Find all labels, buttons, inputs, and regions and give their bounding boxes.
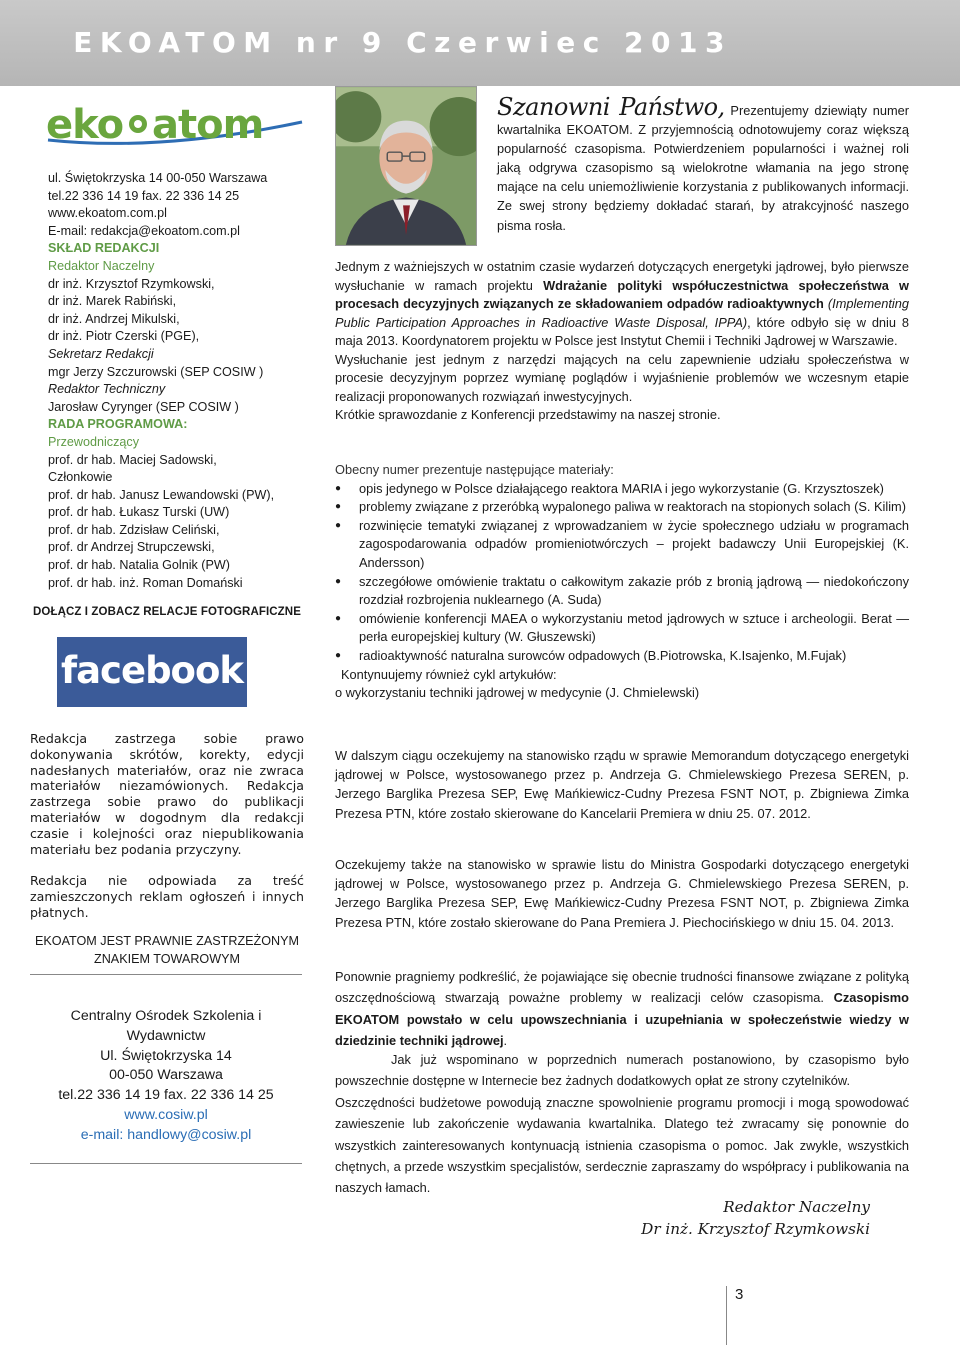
paragraph-savings: Oszczędności budżetowe powodują znaczne spowolnienie programu promocji i mogą spowodować zawieszenie lub zakończenie wydawania kwartalnika. Dlatego też zwracamy się ponownie do wszystkich zainteresowanych kontynuacją istnienia czasopisma o pomoc. Jak zwykle, wszystkich chętnych, a przede wszystkim specjalistów, serdecznie zapraszamy do współpracy i publikowania na naszych łamach.: [335, 1095, 909, 1196]
greeting-salutation: Szanowni Państwo,: [497, 93, 725, 121]
secretary-name: mgr Jerzy Szczurowski (SEP COSIW ): [48, 364, 264, 379]
p1-text-a: Jednym z ważniejszych w ostatnim czasie wydarzeń dotyczących energetyki jądrowej, było pierwsze wysłuchanie w ramach projektu: [335, 259, 909, 293]
publisher-box: [30, 974, 302, 1164]
editor-item: dr inż. Marek Rabiński,: [48, 294, 177, 309]
signature: [640, 1196, 870, 1240]
list-item: ● opis jedynego w Polsce działającego reaktora MARIA i jego wykorzystanie (G. Krzysztoszek): [335, 480, 909, 499]
member-item: prof. dr hab. Łukasz Turski (UW): [48, 505, 230, 520]
tech-editor-title: Redaktor Techniczny: [48, 382, 166, 397]
ekoatom-logo: [40, 100, 310, 152]
publisher-email-link[interactable]: e-mail: handlowy@cosiw.pl: [80, 1126, 252, 1143]
paragraph-memorandum: W dalszym ciągu oczekujemy na stanowisko rządu w sprawie Memorandum dotyczącego energetyki jądrowej w Polsce, wystosowanego przez p. Andrzeja G. Chmielewskiego Prezesa SEREN, p. Jerzego Barglika Prezesa SEP, Ewę Mańkiewicz-Cudny Prezesa FSNT NOT, p. Zbigniewa Zimka Prezesa PTN, które zostało skierowane do Kancelarii Premiera w dniu 25. 07. 2012.: [335, 748, 909, 821]
publisher-name: Centralny Ośrodek Szkolenia i: [70, 1008, 262, 1024]
member-item: prof. dr hab. Natalia Golnik (PW): [48, 558, 230, 573]
p1-text-d: , które odbyło się w dniu 8 maja 2013. Koordynatorem projektu w Polsce jest Instytut Chemii i Techniki Jądrowej w Warszawie.: [335, 314, 909, 348]
list-item: ● omówienie konferencji MAEA o wykorzystaniu metod jądrowych w sztuce i archeologii. Berat — perła europejskiej kultury (W. Głuszewski): [335, 610, 909, 647]
chair-title: Przewodniczący: [48, 434, 139, 449]
contact-web[interactable]: www.ekoatom.com.pl: [48, 206, 167, 221]
p4-bold: Czasopismo EKOATOM powstało w celu upowszechniania i uzupełniania w społeczeństwie wiedzy w dziedzinie techniki jądrowej: [335, 990, 909, 1048]
member-item: prof. dr Andrzej Strupczewski,: [48, 540, 215, 555]
greeting: [497, 93, 909, 235]
materials-continue: Kontynuujemy również cykl artykułów:: [341, 666, 557, 682]
editor-portrait: [335, 86, 477, 246]
secretary-title: Sekretarz Redakcji: [48, 346, 154, 361]
svg-text:atom: atom: [152, 102, 264, 148]
page-number: 3: [726, 1286, 743, 1345]
paragraph-finances: [335, 966, 909, 1051]
board-heading: RADA PROGRAMOWA:: [48, 417, 188, 432]
member-item: prof. dr hab. inż. Roman Domański: [48, 575, 243, 590]
list-item: ● szczegółowe omówienie traktatu o całkowitym zakazie prób z bronią jądrową — niedokończony rozdział rozbrojenia nuklearnego (A. Suda): [335, 573, 909, 610]
chair-name: prof. dr hab. Maciej Sadowski,: [48, 452, 217, 467]
members-title: Członkowie: [48, 470, 113, 485]
contact-address: ul. Świętokrzyska 14 00-050 Warszawa: [48, 171, 268, 185]
editor-item: dr inż. Andrzej Mikulski,: [48, 311, 180, 326]
list-item: ● radioaktywność naturalna surowców odpadowych (B.Piotrowska, K.Isajenko, M.Fujak): [335, 647, 909, 666]
svg-text:eko: eko: [46, 102, 124, 148]
signature-title: Redaktor Naczelny: [723, 1198, 870, 1216]
materials-cycle: o wykorzystaniu techniki jądrowej w medycynie (J. Chmielewski): [335, 685, 700, 701]
p4-text-a: Ponownie pragniemy podkreślić, że pojawiające się obecnie trudności finansowe związane z polityką oszczędnościową stwarzają poważne problemy w realizacji celów czasopisma.: [335, 969, 909, 1006]
publisher-web-link[interactable]: www.cosiw.pl: [124, 1106, 208, 1123]
list-item: ● rozwinięcie tematyki związanej z wprowadzaniem w życie społecznego udziału w programach zagospodarowania odpadów promieniotwórczych – projekt badawczy Unii Europejskiej (K. Andersson): [335, 517, 909, 573]
trademark-note: EKOATOM JEST PRAWNIE ZASTRZEŻONYM ZNAKIEM TOWAROWYM: [34, 934, 300, 966]
publisher-street: Ul. Świętokrzyska 14: [100, 1047, 232, 1064]
paragraph-free-access: Jak już wspominano w poprzednich numerach postanowiono, by czasopismo było powszechnie dostępne w Internecie bez żadnych dodatkowych opłat ze strony czytelników.: [335, 1052, 909, 1089]
member-item: prof. dr hab. Zdzisław Celiński,: [48, 522, 220, 537]
materials-list: [335, 480, 909, 666]
p4-text-c: .: [503, 1032, 508, 1048]
facebook-link[interactable]: [57, 637, 247, 707]
editor-item: dr inż. Krzysztof Rzymkowski,: [48, 276, 215, 291]
masthead: [48, 170, 318, 592]
editor-title: Redaktor Naczelny: [48, 258, 155, 273]
staff-heading: SKŁAD REDAKCJI: [48, 241, 160, 256]
tech-editor-name: Jarosław Cyrynger (SEP COSIW ): [48, 399, 239, 414]
list-item: ● problemy związane z przeróbką wypalonego paliwa w reaktorach na stopionych solach (S. Kilim): [335, 498, 909, 517]
publisher-name-2: Wydawnictw: [126, 1027, 206, 1044]
header-bar: [0, 0, 960, 86]
paragraph-letter: Oczekujemy także na stanowisko w sprawie listu do Ministra Gospodarki dotyczącego energetyki jądrowej w Polsce, wystosowanego przez p. Andrzeja G. Chmielewskiego Prezesa SEREN, p. Jerzego Barglika Prezesa SEP, Ewę Mańkiewicz-Cudny Prezesa FSNT NOT, p. Zbigniewa Zimka Prezesa PTN, które zostało skierowane do Pana Premiera J. Piechocińskiego w dniu 15. 04. 2013.: [335, 857, 909, 930]
disclaimer-ads: Redakcja nie odpowiada za treść zamieszczonych reklam ogłoszeń i innych płatnych.: [30, 873, 304, 920]
page-title: EKOATOM nr 9 Czerwiec 2013: [73, 26, 732, 59]
p1-text-f: Krótkie sprawozdanie z Konferencji przedstawimy na naszej stronie.: [335, 407, 721, 422]
contact-phone: tel.22 336 14 19 fax. 22 336 14 25: [48, 188, 240, 203]
publisher-phone: tel.22 336 14 19 fax. 22 336 14 25: [58, 1087, 274, 1104]
greeting-text: Prezentujemy dziewiąty numer kwartalnika EKOATOM. Z przyjemnością odnotowujemy coraz większą popularność czasopisma. Potwierdzeniem popularności i ważnej roli jaką odgrywa czasopismo są wielokrotne włamania na jego stronę mające na celu uniemożliwienie korzystania z publikowanych informacji. Ze swej strony będziemy dokładać starań, by atrakcyjność naszego pisma rosła.: [497, 103, 909, 233]
join-heading: DOŁĄCZ I ZOBACZ RELACJE FOTOGRAFICZNE: [33, 606, 301, 618]
contact-email[interactable]: E-mail: redakcja@ekoatom.com.pl: [48, 223, 240, 238]
materials-intro: Obecny numer prezentuje następujące materiały:: [335, 462, 614, 477]
p1-text-e: Wysłuchanie jest jednym z narzędzi mających na celu zapewnienie udziału społeczeństwa w procesie decyzyjnym poprzez wymianę poglądów i wyjaśnienie problemów we wczesnym etapie realizacji proponowanych rozwiązań inwestycyjnych.: [335, 351, 909, 404]
signature-name: Dr inż. Krzysztof Rzymkowski: [641, 1220, 870, 1238]
member-item: prof. dr hab. Janusz Lewandowski (PW),: [48, 487, 275, 502]
p1-project-name: Wdrażanie polityki współuczestnictwa społeczeństwa w procesach decyzyjnych związanych ze składowaniem odpadów radioaktywnych: [335, 277, 910, 311]
editor-item: dr inż. Piotr Czerski (PGE),: [48, 329, 200, 344]
paragraph-ippa: [335, 258, 909, 425]
publisher-city: 00-050 Warszawa: [109, 1067, 223, 1084]
p1-english-name: (Implementing Public Participation Approaches in Radioactive Waste Disposal, IPPA): [335, 296, 909, 330]
facebook-logo-text: facebook: [60, 649, 244, 692]
materials-section: [335, 461, 909, 703]
disclaimer-rights: Redakcja zastrzega sobie prawo dokonywania skrótów, korekty, edycji nadesłanych materiałów, oraz nie zwraca materiałów niezamówionych. Redakcja zastrzega sobie prawo do publikacji materiałów w dogodnym dla redakcji czasie i kolejności oraz niepublikowania materiału bez podania przyczyny.: [30, 731, 304, 857]
